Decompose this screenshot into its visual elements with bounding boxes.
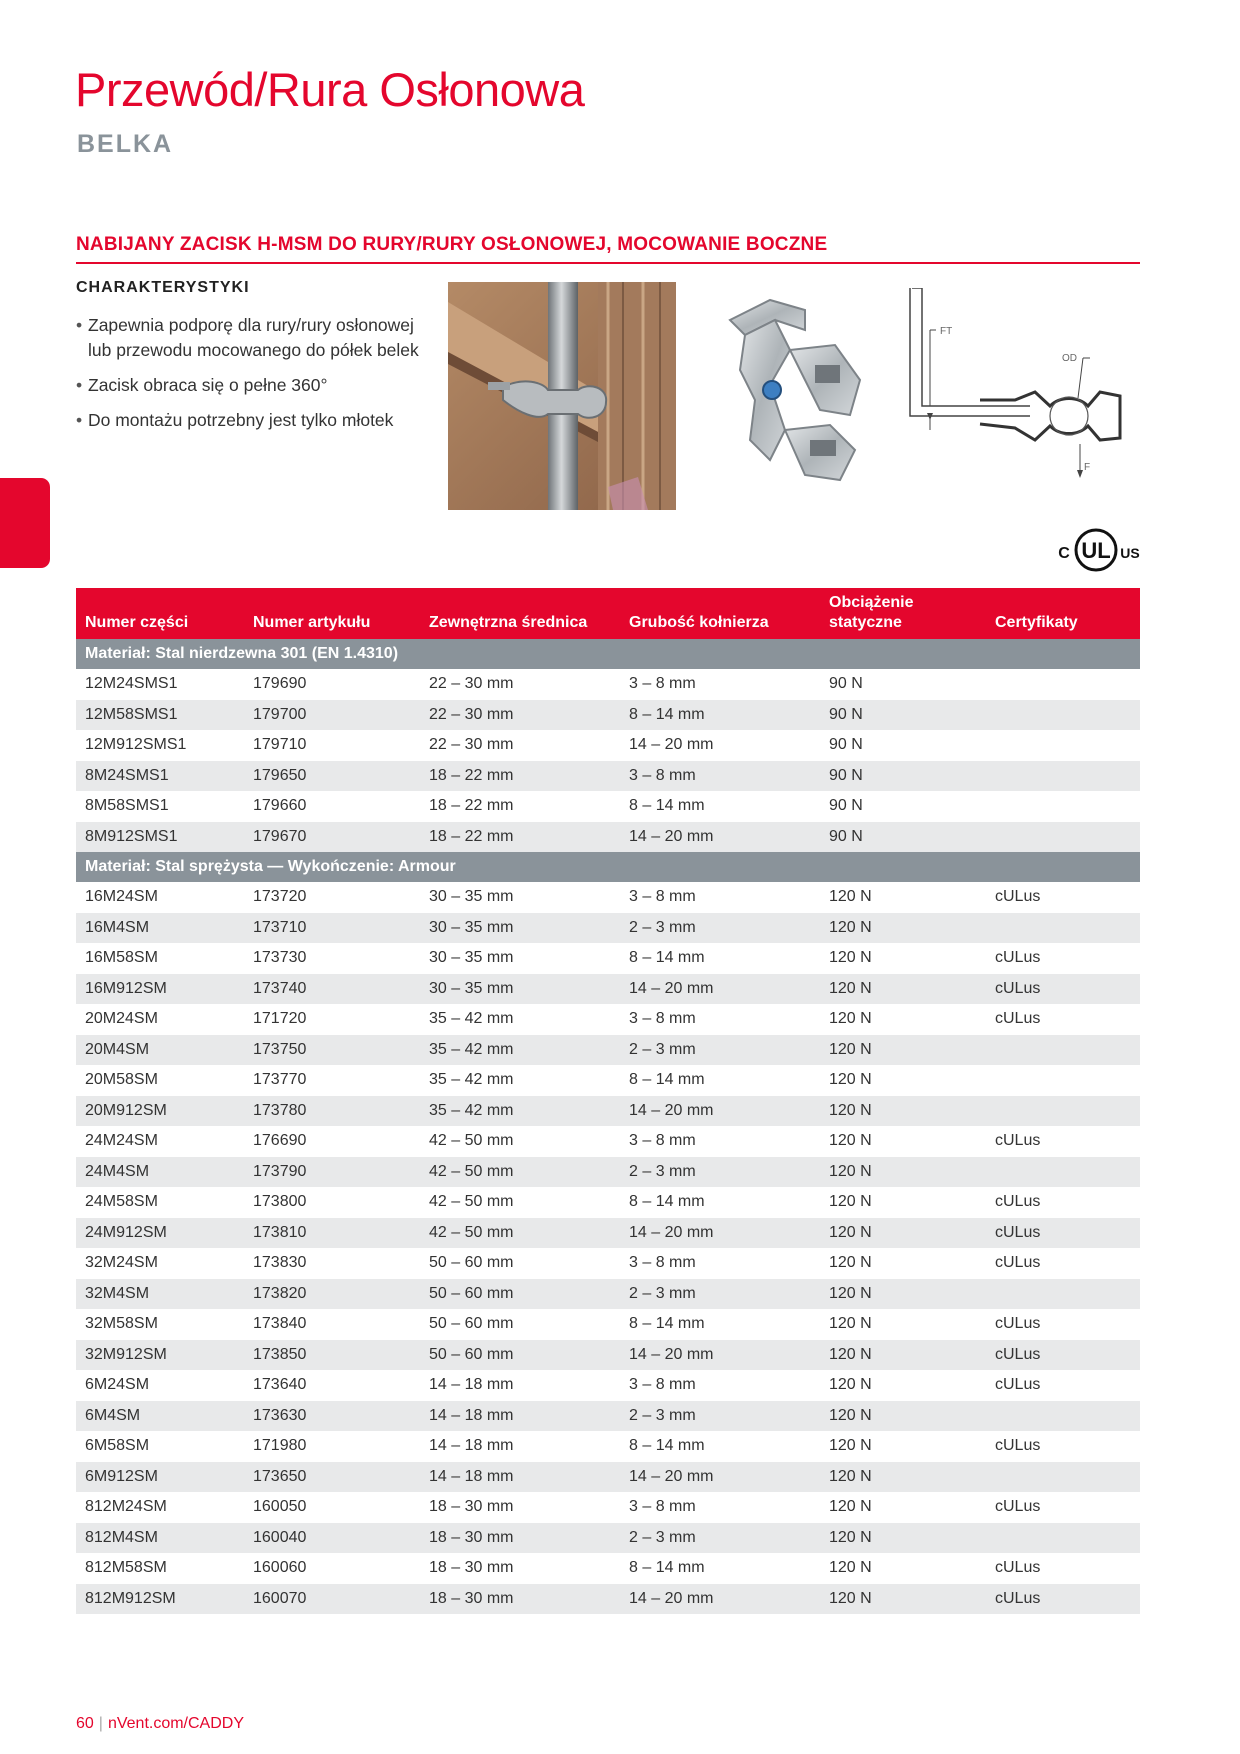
cell-outer-diameter: 18 – 22 mm bbox=[420, 761, 620, 792]
cell-part-number: 16M912SM bbox=[76, 974, 244, 1005]
material-group-row bbox=[76, 852, 1140, 882]
cell-outer-diameter: 35 – 42 mm bbox=[420, 1035, 620, 1066]
ul-certification-icon bbox=[1050, 528, 1142, 572]
cell-static-load: 120 N bbox=[820, 1462, 986, 1493]
page-number: 60 bbox=[76, 1715, 94, 1732]
cell-article-number: 173640 bbox=[253, 1376, 307, 1394]
table-row bbox=[76, 761, 1140, 792]
cell-static-load: 120 N bbox=[829, 1193, 872, 1211]
header-outer-diameter: Zewnętrzna średnica bbox=[420, 588, 620, 639]
cell-article-number: 173810 bbox=[244, 1218, 420, 1249]
cell-static-load: 120 N bbox=[820, 974, 986, 1005]
cell-certification bbox=[986, 1523, 1140, 1554]
header-article-number: Numer artykułu bbox=[244, 588, 420, 639]
cell-outer-diameter: 35 – 42 mm bbox=[420, 1096, 620, 1127]
cell-part-number: 812M58SM bbox=[85, 1559, 167, 1577]
cell-certification bbox=[986, 1279, 1140, 1310]
cell-outer-diameter: 18 – 30 mm bbox=[429, 1559, 514, 1577]
cell-article-number: 173840 bbox=[253, 1315, 307, 1333]
cell-flange-thickness: 14 – 20 mm bbox=[629, 736, 714, 754]
cell-certification: cULus bbox=[995, 1376, 1041, 1394]
cell-certification: cULus bbox=[995, 1315, 1041, 1333]
cell-flange-thickness: 14 – 20 mm bbox=[620, 1096, 820, 1127]
cell-part-number: 12M24SMS1 bbox=[85, 675, 178, 693]
table-row bbox=[76, 1187, 1140, 1218]
clip-product-image bbox=[710, 290, 890, 500]
cell-certification: cULus bbox=[986, 974, 1140, 1005]
cell-part-number: 20M912SM bbox=[76, 1096, 244, 1127]
table-header-row bbox=[76, 588, 1140, 639]
page-title: Przewód/Rura Osłonowa bbox=[75, 63, 585, 116]
cell-outer-diameter: 14 – 18 mm bbox=[429, 1437, 514, 1455]
cell-article-number: 173630 bbox=[244, 1401, 420, 1432]
cell-flange-thickness: 3 – 8 mm bbox=[629, 1376, 696, 1394]
dimension-drawing bbox=[900, 288, 1140, 498]
table-row bbox=[76, 1492, 1140, 1523]
table-row bbox=[76, 1157, 1140, 1188]
table-row bbox=[76, 1035, 1140, 1066]
ul-mark-ul: UL bbox=[1081, 538, 1111, 563]
cell-article-number: 173730 bbox=[253, 949, 307, 967]
cell-static-load: 120 N bbox=[829, 1559, 872, 1577]
cell-article-number: 171720 bbox=[253, 1010, 307, 1028]
table-row bbox=[76, 1279, 1140, 1310]
table-row bbox=[76, 1401, 1140, 1432]
cell-outer-diameter: 22 – 30 mm bbox=[429, 675, 514, 693]
cell-static-load: 120 N bbox=[829, 1498, 872, 1516]
cell-outer-diameter: 50 – 60 mm bbox=[429, 1315, 514, 1333]
cell-certification bbox=[986, 730, 1140, 761]
cell-outer-diameter: 42 – 50 mm bbox=[429, 1132, 514, 1150]
cell-article-number: 173850 bbox=[244, 1340, 420, 1371]
cell-flange-thickness: 3 – 8 mm bbox=[629, 1254, 696, 1272]
cell-outer-diameter: 22 – 30 mm bbox=[420, 700, 620, 731]
cell-static-load: 90 N bbox=[820, 700, 986, 731]
table-row bbox=[76, 1126, 1140, 1157]
footer-link[interactable]: nVent.com/CADDY bbox=[107, 1715, 245, 1732]
table-row bbox=[76, 791, 1140, 822]
cell-outer-diameter: 22 – 30 mm bbox=[429, 736, 514, 754]
ul-mark-c: C bbox=[1058, 545, 1070, 562]
cell-flange-thickness: 2 – 3 mm bbox=[620, 1523, 820, 1554]
cell-article-number: 173780 bbox=[244, 1096, 420, 1127]
feature-item: • Do montażu potrzebny jest tylko młotek bbox=[76, 408, 436, 433]
cell-article-number: 173820 bbox=[244, 1279, 420, 1310]
cell-outer-diameter: 30 – 35 mm bbox=[420, 974, 620, 1005]
table-row bbox=[76, 913, 1140, 944]
cell-flange-thickness: 8 – 14 mm bbox=[629, 1315, 705, 1333]
cell-article-number: 179670 bbox=[244, 822, 420, 853]
cell-part-number: 24M912SM bbox=[76, 1218, 244, 1249]
cell-static-load: 120 N bbox=[820, 1523, 986, 1554]
cell-flange-thickness: 14 – 20 mm bbox=[620, 822, 820, 853]
cell-part-number: 16M4SM bbox=[76, 913, 244, 944]
table-row bbox=[76, 974, 1140, 1005]
cell-static-load: 120 N bbox=[820, 1096, 986, 1127]
cell-static-load: 120 N bbox=[820, 913, 986, 944]
cell-outer-diameter: 50 – 60 mm bbox=[420, 1279, 620, 1310]
cell-outer-diameter: 30 – 35 mm bbox=[429, 888, 514, 906]
feature-item: • Zapewnia podporę dla rury/rury osłonowej lub przewodu mocowanego do półek belek bbox=[76, 313, 436, 363]
header-flange-thickness: Grubość kołnierza bbox=[620, 588, 820, 639]
cell-certification bbox=[986, 1462, 1140, 1493]
spec-table bbox=[76, 588, 1140, 1614]
cell-certification: cULus bbox=[986, 1584, 1140, 1615]
header-part-number: Numer części bbox=[76, 588, 244, 639]
table-row bbox=[76, 943, 1140, 974]
cell-flange-thickness: 8 – 14 mm bbox=[629, 949, 705, 967]
cell-static-load: 120 N bbox=[829, 1010, 872, 1028]
section-side-tab bbox=[0, 478, 50, 568]
cell-part-number: 6M58SM bbox=[85, 1437, 150, 1455]
cell-part-number: 20M58SM bbox=[85, 1071, 158, 1089]
cell-certification bbox=[986, 761, 1140, 792]
label-f: F bbox=[1084, 462, 1091, 473]
cell-part-number: 24M58SM bbox=[85, 1193, 158, 1211]
cell-flange-thickness: 8 – 14 mm bbox=[629, 797, 705, 815]
ul-mark-us: US bbox=[1120, 545, 1140, 561]
cell-certification bbox=[986, 913, 1140, 944]
cell-outer-diameter: 42 – 50 mm bbox=[429, 1193, 514, 1211]
cell-part-number: 812M4SM bbox=[76, 1523, 244, 1554]
cell-article-number: 160070 bbox=[244, 1584, 420, 1615]
header-certifications: Certyfikaty bbox=[986, 588, 1140, 639]
cell-certification: cULus bbox=[986, 1340, 1140, 1371]
table-row bbox=[76, 1309, 1140, 1340]
cell-static-load: 120 N bbox=[829, 1071, 872, 1089]
cell-article-number: 173750 bbox=[244, 1035, 420, 1066]
cell-certification bbox=[986, 1035, 1140, 1066]
cell-part-number: 6M912SM bbox=[76, 1462, 244, 1493]
cell-static-load: 120 N bbox=[829, 949, 872, 967]
table-row bbox=[76, 1584, 1140, 1615]
cell-static-load: 120 N bbox=[829, 1315, 872, 1333]
cell-certification bbox=[986, 1157, 1140, 1188]
cell-outer-diameter: 14 – 18 mm bbox=[429, 1376, 514, 1394]
cell-flange-thickness: 8 – 14 mm bbox=[629, 1193, 705, 1211]
table-row bbox=[76, 1065, 1140, 1096]
features-list bbox=[76, 313, 436, 443]
cell-static-load: 120 N bbox=[820, 1584, 986, 1615]
cell-certification: cULus bbox=[995, 1498, 1041, 1516]
cell-certification: cULus bbox=[995, 888, 1041, 906]
header-static-load: Obciążenie statyczne bbox=[820, 588, 986, 639]
cell-flange-thickness: 8 – 14 mm bbox=[629, 1559, 705, 1577]
label-od: OD bbox=[1062, 353, 1077, 364]
cell-outer-diameter: 42 – 50 mm bbox=[420, 1218, 620, 1249]
cell-certification bbox=[986, 791, 1140, 822]
cell-flange-thickness: 14 – 20 mm bbox=[620, 1584, 820, 1615]
cell-outer-diameter: 18 – 30 mm bbox=[429, 1498, 514, 1516]
cell-flange-thickness: 8 – 14 mm bbox=[620, 700, 820, 731]
cell-static-load: 120 N bbox=[820, 1218, 986, 1249]
cell-outer-diameter: 18 – 30 mm bbox=[420, 1523, 620, 1554]
cell-part-number: 24M24SM bbox=[85, 1132, 158, 1150]
cell-outer-diameter: 18 – 22 mm bbox=[429, 797, 514, 815]
cell-static-load: 90 N bbox=[820, 822, 986, 853]
cell-flange-thickness: 2 – 3 mm bbox=[620, 1279, 820, 1310]
table-row bbox=[76, 1431, 1140, 1462]
table-row bbox=[76, 669, 1140, 700]
cell-part-number: 8M912SMS1 bbox=[76, 822, 244, 853]
cell-static-load: 120 N bbox=[829, 1132, 872, 1150]
cell-static-load: 120 N bbox=[820, 1279, 986, 1310]
cell-part-number: 32M58SM bbox=[85, 1315, 158, 1333]
cell-part-number: 32M912SM bbox=[76, 1340, 244, 1371]
cell-part-number: 16M24SM bbox=[85, 888, 158, 906]
cell-article-number: 173740 bbox=[244, 974, 420, 1005]
cell-flange-thickness: 14 – 20 mm bbox=[620, 974, 820, 1005]
cell-article-number: 179710 bbox=[253, 736, 307, 754]
cell-article-number: 173650 bbox=[244, 1462, 420, 1493]
cell-article-number: 176690 bbox=[253, 1132, 307, 1150]
feature-item: • Zacisk obraca się o pełne 360° bbox=[76, 373, 436, 398]
cell-flange-thickness: 14 – 20 mm bbox=[620, 1340, 820, 1371]
table-row bbox=[76, 1096, 1140, 1127]
cell-flange-thickness: 14 – 20 mm bbox=[620, 1218, 820, 1249]
cell-static-load: 90 N bbox=[829, 675, 863, 693]
table-row bbox=[76, 1553, 1140, 1584]
cell-outer-diameter: 14 – 18 mm bbox=[420, 1462, 620, 1493]
cell-flange-thickness: 2 – 3 mm bbox=[620, 1401, 820, 1432]
cell-outer-diameter: 30 – 35 mm bbox=[420, 913, 620, 944]
cell-static-load: 120 N bbox=[829, 1376, 872, 1394]
cell-article-number: 179700 bbox=[244, 700, 420, 731]
table-row bbox=[76, 1370, 1140, 1401]
cell-certification: cULus bbox=[995, 1193, 1041, 1211]
cell-outer-diameter: 18 – 22 mm bbox=[420, 822, 620, 853]
table-row bbox=[76, 1004, 1140, 1035]
table-row bbox=[76, 1218, 1140, 1249]
table-row bbox=[76, 1340, 1140, 1371]
table-row bbox=[76, 882, 1140, 913]
cell-outer-diameter: 50 – 60 mm bbox=[420, 1340, 620, 1371]
cell-flange-thickness: 2 – 3 mm bbox=[620, 1035, 820, 1066]
table-row bbox=[76, 730, 1140, 761]
cell-outer-diameter: 50 – 60 mm bbox=[429, 1254, 514, 1272]
cell-outer-diameter: 42 – 50 mm bbox=[420, 1157, 620, 1188]
cell-article-number: 160050 bbox=[253, 1498, 307, 1516]
table-row bbox=[76, 822, 1140, 853]
installation-photo bbox=[448, 282, 676, 510]
cell-article-number: 173710 bbox=[244, 913, 420, 944]
cell-flange-thickness: 2 – 3 mm bbox=[620, 913, 820, 944]
cell-part-number: 812M912SM bbox=[76, 1584, 244, 1615]
footer bbox=[76, 1715, 244, 1733]
cell-article-number: 160040 bbox=[244, 1523, 420, 1554]
cell-part-number: 20M4SM bbox=[76, 1035, 244, 1066]
cell-static-load: 120 N bbox=[820, 1157, 986, 1188]
cell-article-number: 173770 bbox=[253, 1071, 307, 1089]
table-body bbox=[76, 639, 1140, 1614]
cell-certification bbox=[986, 669, 1140, 700]
cell-article-number: 179660 bbox=[253, 797, 307, 815]
cell-flange-thickness: 3 – 8 mm bbox=[629, 1010, 696, 1028]
table-row bbox=[76, 700, 1140, 731]
footer-separator: | bbox=[98, 1715, 103, 1732]
cell-part-number: 20M24SM bbox=[85, 1010, 158, 1028]
cell-outer-diameter: 35 – 42 mm bbox=[429, 1071, 514, 1089]
cell-static-load: 120 N bbox=[820, 1401, 986, 1432]
cell-part-number: 24M4SM bbox=[76, 1157, 244, 1188]
cell-flange-thickness: 2 – 3 mm bbox=[620, 1157, 820, 1188]
cell-article-number: 179690 bbox=[253, 675, 307, 693]
cell-static-load: 120 N bbox=[829, 1254, 872, 1272]
cell-certification bbox=[986, 822, 1140, 853]
cell-certification: cULus bbox=[995, 1132, 1041, 1150]
cell-outer-diameter: 14 – 18 mm bbox=[420, 1401, 620, 1432]
cell-flange-thickness: 3 – 8 mm bbox=[629, 675, 696, 693]
table-row bbox=[76, 1523, 1140, 1554]
cell-static-load: 120 N bbox=[820, 1340, 986, 1371]
cell-flange-thickness: 3 – 8 mm bbox=[620, 761, 820, 792]
cell-flange-thickness: 3 – 8 mm bbox=[629, 1498, 696, 1516]
cell-flange-thickness: 8 – 14 mm bbox=[629, 1437, 705, 1455]
cell-certification bbox=[986, 1065, 1140, 1096]
page-subtitle: BELKA bbox=[77, 130, 174, 158]
cell-static-load: 120 N bbox=[829, 1437, 872, 1455]
cell-part-number: 8M24SMS1 bbox=[76, 761, 244, 792]
cell-static-load: 90 N bbox=[829, 736, 863, 754]
cell-part-number: 6M24SM bbox=[85, 1376, 150, 1394]
cell-outer-diameter: 35 – 42 mm bbox=[429, 1010, 514, 1028]
cell-article-number: 160060 bbox=[253, 1559, 307, 1577]
cell-flange-thickness: 3 – 8 mm bbox=[629, 1132, 696, 1150]
product-heading: NABIJANY ZACISK H-MSM DO RURY/RURY OSŁONOWEJ, MOCOWANIE BOCZNE bbox=[76, 234, 1140, 264]
cell-part-number: 12M58SMS1 bbox=[76, 700, 244, 731]
cell-article-number: 179650 bbox=[244, 761, 420, 792]
cell-outer-diameter: 30 – 35 mm bbox=[429, 949, 514, 967]
cell-part-number: 12M912SMS1 bbox=[85, 736, 187, 754]
cell-certification bbox=[986, 1096, 1140, 1127]
table-row bbox=[76, 1248, 1140, 1279]
cell-part-number: 32M4SM bbox=[76, 1279, 244, 1310]
cell-article-number: 173790 bbox=[244, 1157, 420, 1188]
cell-certification: cULus bbox=[995, 1559, 1041, 1577]
cell-flange-thickness: 14 – 20 mm bbox=[620, 1462, 820, 1493]
cell-static-load: 120 N bbox=[820, 1035, 986, 1066]
cell-article-number: 171980 bbox=[253, 1437, 307, 1455]
cell-part-number: 6M4SM bbox=[76, 1401, 244, 1432]
cell-certification bbox=[986, 700, 1140, 731]
cell-certification: cULus bbox=[986, 1218, 1140, 1249]
cell-article-number: 173830 bbox=[253, 1254, 307, 1272]
cell-outer-diameter: 18 – 30 mm bbox=[420, 1584, 620, 1615]
features-heading: CHARAKTERYSTYKI bbox=[76, 279, 250, 296]
cell-part-number: 812M24SM bbox=[85, 1498, 167, 1516]
cell-article-number: 173720 bbox=[253, 888, 307, 906]
cell-flange-thickness: 3 – 8 mm bbox=[629, 888, 696, 906]
cell-certification: cULus bbox=[995, 1254, 1041, 1272]
material-group-row bbox=[76, 639, 1140, 669]
cell-article-number: 173800 bbox=[253, 1193, 307, 1211]
cell-part-number: 16M58SM bbox=[85, 949, 158, 967]
cell-static-load: 90 N bbox=[829, 797, 863, 815]
cell-static-load: 90 N bbox=[820, 761, 986, 792]
material-group-label: Materiał: Stal nierdzewna 301 (EN 1.4310) bbox=[76, 639, 1140, 669]
cell-part-number: 32M24SM bbox=[85, 1254, 158, 1272]
cell-certification: cULus bbox=[995, 1010, 1041, 1028]
cell-part-number: 8M58SMS1 bbox=[85, 797, 169, 815]
cell-certification bbox=[986, 1401, 1140, 1432]
table-row bbox=[76, 1462, 1140, 1493]
label-ft: FT bbox=[940, 326, 953, 337]
cell-flange-thickness: 8 – 14 mm bbox=[629, 1071, 705, 1089]
cell-static-load: 120 N bbox=[829, 888, 872, 906]
material-group-label: Materiał: Stal sprężysta — Wykończenie: Armour bbox=[76, 852, 1140, 882]
cell-certification: cULus bbox=[995, 949, 1041, 967]
cell-certification: cULus bbox=[995, 1437, 1041, 1455]
